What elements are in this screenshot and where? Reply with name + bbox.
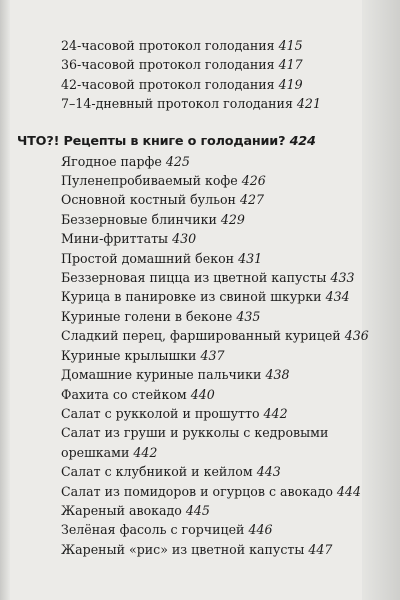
toc-page-number: 427 — [239, 192, 264, 208]
toc-entry-title: Куриные крылышки — [61, 347, 197, 363]
toc-page-number: 421 — [296, 96, 321, 112]
toc-page-number: 436 — [344, 328, 369, 344]
toc-entry — [10, 75, 362, 94]
toc-entry-title: 36-часовой протокол голодания — [61, 57, 275, 73]
toc-entry-title: Куриные голени в беконе — [61, 308, 233, 324]
toc-entry — [10, 501, 362, 520]
toc-entry — [10, 404, 362, 423]
toc-entry — [10, 94, 362, 113]
toc-entry — [10, 307, 362, 326]
table-of-contents — [10, 36, 369, 559]
toc-entry — [10, 268, 362, 287]
toc-page-number: 417 — [278, 57, 303, 73]
toc-entry-title: Салат из груши и рукколы с кедровыми орешками — [61, 425, 329, 460]
toc-entry-title: Беззерновые блинчики — [61, 211, 217, 227]
toc-page-number: 447 — [308, 541, 333, 557]
toc-page-number: 442 — [263, 405, 288, 421]
toc-page-number: 446 — [248, 522, 273, 538]
toc-entry — [10, 171, 362, 190]
toc-entry — [10, 55, 362, 74]
page-edge-right — [360, 0, 400, 600]
toc-entry-title: Сладкий перец, фаршированный курицей — [61, 328, 341, 344]
toc-page-number: 440 — [190, 386, 215, 402]
toc-entry-title: Жареный «рис» из цветной капусты — [61, 541, 305, 557]
toc-entry-title: Салат из помидоров и огурцов с авокадо — [61, 483, 333, 499]
toc-entry — [10, 540, 362, 559]
section-heading-recipes — [10, 132, 362, 152]
toc-entry — [10, 287, 362, 306]
section-title: ЧТО?! Рецепты в книге о голодании? — [17, 133, 286, 149]
page-edge-left — [0, 0, 10, 600]
toc-entry — [10, 249, 362, 268]
toc-page-number: 435 — [236, 308, 261, 324]
toc-page-number: 426 — [241, 173, 266, 189]
toc-entry — [10, 210, 362, 229]
toc-entry-title: Домашние куриные пальчики — [61, 367, 262, 383]
toc-page-number: 419 — [278, 76, 303, 92]
toc-entry — [10, 326, 369, 345]
toc-entry-title: Фахита со стейком — [61, 386, 187, 402]
toc-page-number: 433 — [330, 270, 355, 286]
toc-entry-title: Беззерновая пицца из цветной капусты — [61, 270, 327, 286]
toc-page-number: 434 — [325, 289, 350, 305]
toc-page-number: 425 — [165, 153, 190, 169]
toc-page-number: 437 — [200, 347, 225, 363]
toc-entry-title: Основной костный бульон — [61, 192, 236, 208]
toc-page-number: 430 — [172, 231, 197, 247]
toc-page-number: 415 — [278, 38, 303, 53]
toc-entry-title: Пуленепробиваемый кофе — [61, 173, 238, 189]
toc-entry-title: Жареный авокадо — [61, 502, 182, 518]
toc-entry-title: 7–14-дневный протокол голодания — [61, 96, 293, 112]
toc-entry — [10, 190, 362, 209]
toc-entry — [10, 482, 362, 501]
toc-entry — [10, 520, 362, 539]
toc-entry — [10, 365, 362, 384]
toc-entry-title: Простой домашний бекон — [61, 250, 235, 266]
toc-entry-title: Курица в панировке из свиной шкурки — [61, 289, 322, 305]
toc-entry-title: 24-часовой протокол голодания — [61, 38, 275, 53]
toc-entry-title: Салат с рукколой и прошутто — [61, 405, 260, 421]
toc-page-number: 429 — [220, 211, 245, 227]
toc-entry — [10, 462, 362, 481]
toc-entry — [10, 229, 362, 248]
toc-entry — [10, 152, 362, 171]
book-page — [10, 0, 369, 600]
toc-entry — [10, 423, 351, 462]
toc-page-number: 442 — [133, 444, 158, 460]
recipes-list — [10, 152, 369, 560]
toc-entry-title: 42-часовой протокол голодания — [61, 76, 275, 92]
toc-entry-title: Ягодное парфе — [61, 153, 162, 169]
toc-page-number: 431 — [238, 250, 263, 266]
toc-entry — [10, 36, 362, 55]
toc-entry — [10, 346, 362, 365]
toc-page-number: 445 — [185, 502, 210, 518]
toc-entry-title: Зелёная фасоль с горчицей — [61, 522, 245, 538]
section-page-number: 424 — [289, 133, 316, 149]
protocols-list — [10, 36, 362, 114]
toc-page-number: 443 — [256, 464, 281, 480]
toc-entry-title: Мини-фриттаты — [61, 231, 169, 247]
toc-page-number: 444 — [336, 483, 361, 499]
toc-entry — [10, 385, 362, 404]
toc-page-number: 438 — [265, 367, 290, 383]
toc-entry-title: Салат с клубникой и кейлом — [61, 464, 253, 480]
